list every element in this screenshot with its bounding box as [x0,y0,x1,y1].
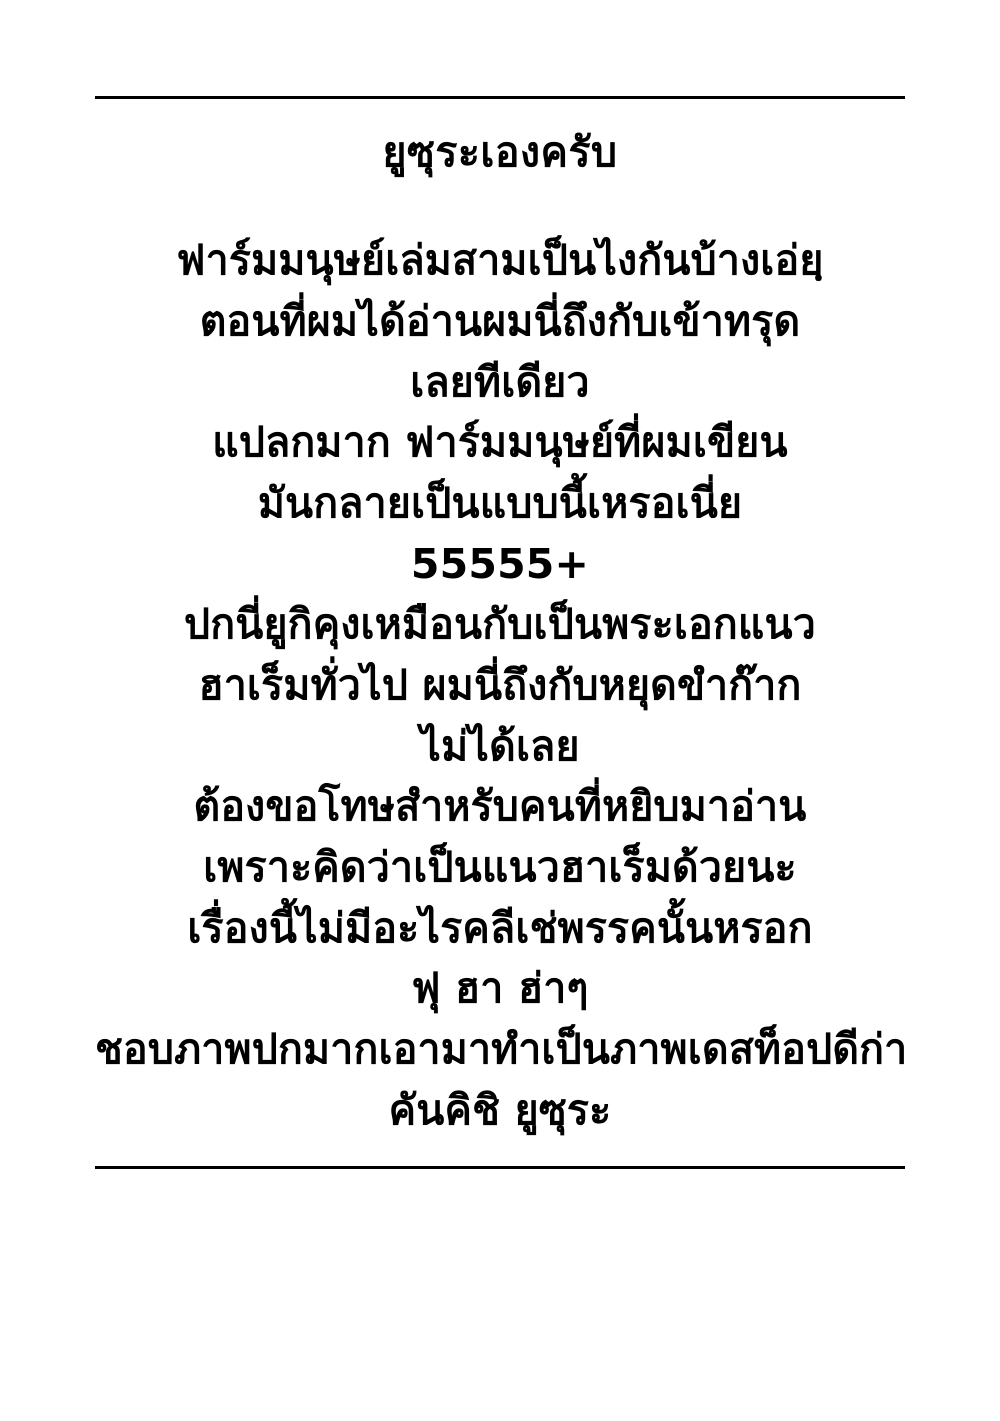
top-divider [95,96,905,99]
body-line: เลยทีเดียว [410,357,590,406]
body-line: ฟาร์มมนุษย์เล่มสามเป็นไงกันบ้างเอ่ยฺ [176,236,824,285]
body-line: เพราะคิดว่าเป็นแนวฮาเร็มด้วยนะ [203,842,797,891]
body-line: ชอบภาพปกมากเอามาทำเป็นภาพเดสท็อปดีก่า [95,1024,908,1073]
body-line: เรื่องนี้ไม่มีอะไรคลีเช่พรรคนั้นหรอก [187,903,813,952]
body-line: ไม่ได้เลย [420,721,580,770]
body-line: คันคิชิ ยูซุระ [388,1085,612,1134]
body-line: ต้องขอโทษสำหรับคนที่หยิบมาอ่าน [193,782,807,831]
body-line: ฟุ ฮา ฮ่าๆ [411,964,589,1013]
body-line: มันกลายเป็นแบบนี้เหรอเนี่ย [257,478,743,527]
body-line: ตอนที่ผมได้อ่านผมนี่ถึงกับเข้าทรุด [199,296,801,345]
body-line: แปลกมาก ฟาร์มมนุษย์ที่ผมเขียน [212,418,788,467]
page-title: ยูซุระเองครับ [382,128,618,176]
body-line: ปกนี่ยูกิคุงเหมือนกับเป็นพระเอกแนว [183,600,816,649]
document-body [95,230,908,1140]
body-line: 55555+ [410,539,590,588]
bottom-divider [95,1166,905,1169]
body-line: ฮาเร็มทั่วไป ผมนี่ถึงกับหยุดขำก๊าก [198,660,802,709]
